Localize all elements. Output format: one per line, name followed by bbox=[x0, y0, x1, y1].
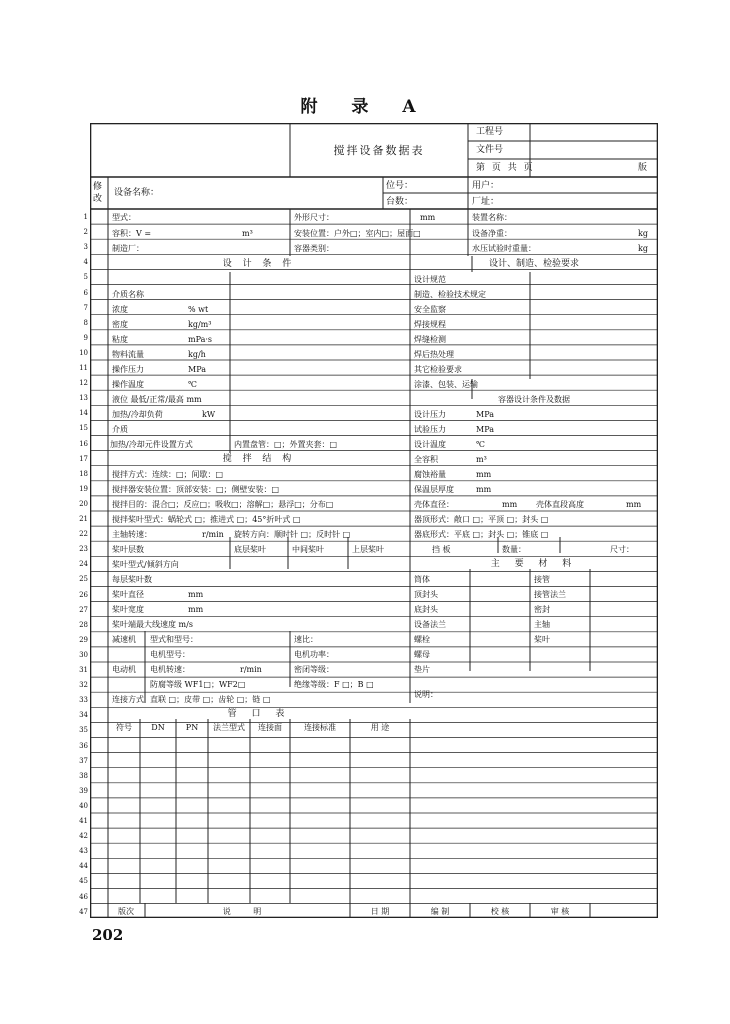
label-shell-diameter: 壳体直径： bbox=[414, 500, 454, 509]
label-motor-model: 电机型号： bbox=[150, 650, 190, 659]
label-shell-height: 壳体直段高度 bbox=[536, 500, 584, 509]
option-top-type: 器顶形式：敞口 □；平顶 □；封头 □ bbox=[414, 515, 549, 524]
row-number: 33 bbox=[79, 696, 88, 705]
label-motor-speed: 电机转速： bbox=[150, 665, 190, 674]
row-number: 39 bbox=[79, 786, 88, 795]
row-number: 16 bbox=[79, 439, 88, 448]
row-number: 15 bbox=[79, 424, 88, 433]
unit-shell-diameter: mm bbox=[502, 500, 518, 509]
label-enclosure: 密闭等级： bbox=[294, 665, 334, 674]
label-medium: 介质 bbox=[112, 425, 128, 434]
row-number: 46 bbox=[79, 892, 88, 901]
row-number: 11 bbox=[79, 364, 88, 372]
label-viscosity: 粘度 bbox=[112, 335, 128, 344]
unit-heat-load: kW bbox=[202, 410, 216, 419]
label-blade-layers: 桨叶层数 bbox=[112, 545, 144, 554]
label-test-pressure: 试验压力 bbox=[414, 425, 446, 434]
label-op-pressure: 操作压力 bbox=[112, 365, 144, 374]
label-corrosion: 腐蚀裕量 bbox=[414, 470, 446, 479]
col-prepared: 编 制 bbox=[430, 907, 450, 916]
field-test-weight-unit: kg bbox=[638, 244, 648, 253]
option-impeller-type: 搅拌桨叶型式：蜗轮式 □；推进式 □；45°折叶式 □ bbox=[112, 515, 301, 524]
mat-seal: 密封 bbox=[534, 605, 550, 614]
mat-nut: 螺母 bbox=[414, 650, 430, 659]
field-manufacturer: 制造厂： bbox=[112, 244, 144, 253]
option-coil-jacket: 内置盘管：□；外置夹套：□ bbox=[234, 440, 338, 449]
col-approved: 审 核 bbox=[550, 907, 570, 916]
page-title: 附 录 A bbox=[300, 97, 430, 117]
row-number: 37 bbox=[79, 756, 88, 765]
mat-top-head: 顶封头 bbox=[414, 590, 438, 599]
section-agitator-structure: 搅 拌 结 构 bbox=[222, 454, 296, 464]
row-number: 45 bbox=[79, 877, 88, 886]
option-insulation-class: 绝缘等级：F □；B □ bbox=[294, 680, 374, 689]
mat-nozzle: 接管 bbox=[534, 575, 550, 584]
mat-equipment-flange: 设备法兰 bbox=[414, 620, 446, 629]
label-medium-name: 介质名称 bbox=[112, 290, 144, 299]
label-weld-inspection: 焊缝检测 bbox=[414, 335, 446, 344]
col-checked: 校 核 bbox=[490, 907, 510, 916]
row-number: 42 bbox=[79, 832, 88, 841]
row-number: 17 bbox=[79, 454, 88, 463]
row-number: 19 bbox=[79, 484, 88, 493]
page-of-label: 第 页 共 页 bbox=[476, 163, 535, 173]
unit-full-volume: m³ bbox=[476, 455, 487, 464]
label-motor-power: 电机功率： bbox=[294, 650, 334, 659]
mat-bottom-head: 底封头 bbox=[414, 605, 438, 614]
row-number: 36 bbox=[79, 741, 88, 750]
row-number: 32 bbox=[79, 681, 88, 690]
label-blade-width: 桨叶宽度 bbox=[112, 605, 144, 614]
col-date: 日 期 bbox=[370, 907, 390, 916]
row-number: 24 bbox=[79, 560, 88, 569]
col-symbol: 符号 bbox=[116, 723, 132, 732]
option-agitation-mode: 搅拌方式：连续：□；间歇：□ bbox=[112, 470, 224, 479]
section-manufacture-requirements: 设计、制造、检验要求 bbox=[488, 259, 580, 269]
label-reducer-model: 型式和型号： bbox=[150, 635, 198, 644]
equipment-data-sheet bbox=[79, 123, 658, 918]
quantity-label: 台数： bbox=[386, 197, 414, 207]
label-motor: 电动机 bbox=[112, 665, 136, 674]
field-net-weight: 设备净重： bbox=[472, 229, 512, 238]
label-ratio: 速比： bbox=[294, 635, 318, 644]
unit-test-pressure: MPa bbox=[476, 425, 494, 434]
label-heat-load: 加热/冷却负荷 bbox=[112, 410, 163, 419]
field-dimensions-unit: mm bbox=[420, 213, 436, 222]
row-number: 35 bbox=[79, 726, 88, 735]
unit-blade-diameter: mm bbox=[188, 590, 204, 599]
label-baffle-size: 尺寸： bbox=[610, 545, 634, 554]
row-number: 28 bbox=[79, 620, 88, 629]
section-design-conditions: 设 计 条 件 bbox=[222, 259, 296, 269]
label-design-temp: 设计温度 bbox=[414, 440, 446, 449]
label-blade-diameter: 桨叶直径 bbox=[112, 590, 144, 599]
row-number: 6 bbox=[83, 288, 88, 297]
label-painting: 涂漆、包装、运输 bbox=[414, 380, 478, 389]
col-flange-type: 法兰型式 bbox=[213, 723, 245, 732]
page-number: 202 bbox=[92, 926, 124, 944]
col-revision: 版次 bbox=[118, 907, 134, 916]
field-dimensions: 外形尺寸： bbox=[294, 213, 334, 222]
unit-design-pressure: MPa bbox=[476, 410, 494, 419]
row-number: 3 bbox=[83, 243, 88, 252]
document-no-label: 文件号 bbox=[476, 145, 504, 155]
mat-blade: 桨叶 bbox=[534, 635, 550, 644]
row-number: 12 bbox=[79, 379, 88, 388]
row-number: 8 bbox=[83, 318, 88, 327]
row-number: 14 bbox=[79, 409, 88, 418]
section-nozzle-table: 管 口 表 bbox=[227, 709, 291, 719]
row-number: 13 bbox=[79, 394, 88, 403]
label-density: 密度 bbox=[112, 320, 128, 329]
mat-shell: 筒体 bbox=[414, 575, 430, 584]
row-number: 7 bbox=[83, 303, 88, 312]
field-install-location: 安装位置：户外□；室内□；屋面□ bbox=[294, 229, 421, 238]
table-title: 搅拌设备数据表 bbox=[333, 144, 425, 157]
unit-op-temperature: ℃ bbox=[188, 380, 197, 389]
option-connection: 直联 □；皮带 □；齿轮 □；链 □ bbox=[150, 695, 271, 704]
option-corrosion-grade: 防腐等级 WF1□；WF2□ bbox=[150, 680, 246, 689]
row-number: 20 bbox=[79, 499, 88, 508]
label-safety: 安全监察 bbox=[414, 305, 446, 314]
field-net-weight-unit: kg bbox=[638, 229, 648, 238]
unit-op-pressure: MPa bbox=[188, 365, 206, 374]
row-number: 30 bbox=[79, 650, 88, 659]
row-number: 2 bbox=[83, 228, 88, 237]
label-connection: 连接方式 bbox=[112, 695, 144, 704]
unit-shaft-speed: r/min bbox=[202, 530, 224, 539]
revision-label: 修改 bbox=[93, 182, 103, 204]
col-dn: DN bbox=[151, 723, 165, 732]
label-concentration: 浓度 bbox=[112, 305, 128, 314]
row-number: 25 bbox=[79, 575, 88, 584]
field-plant-name: 装置名称： bbox=[472, 213, 512, 222]
unit-insulation: mm bbox=[476, 485, 492, 494]
row-number: 1 bbox=[83, 213, 88, 221]
label-heating-element: 加热/冷却元件设置方式 bbox=[110, 440, 193, 449]
equipment-name-label: 设备名称： bbox=[114, 188, 160, 198]
field-vessel-category: 容器类别： bbox=[294, 244, 334, 253]
row-number: 9 bbox=[83, 333, 88, 342]
label-liquid-level: 液位 最低/正常/最高 mm bbox=[112, 395, 202, 404]
section-materials: 主 要 材 料 bbox=[490, 559, 578, 569]
row-number: 18 bbox=[79, 469, 88, 478]
label-blade-form: 桨叶型式/倾斜方向 bbox=[112, 560, 179, 569]
option-mount-position: 搅拌器安装位置：顶部安装：□；侧壁安装：□ bbox=[112, 485, 280, 494]
label-design-pressure: 设计压力 bbox=[414, 410, 446, 419]
label-full-volume: 全容积 bbox=[414, 455, 438, 464]
row-number: 29 bbox=[79, 635, 88, 644]
mat-bolt: 螺栓 bbox=[414, 635, 430, 644]
row-number: 10 bbox=[79, 348, 88, 357]
option-bottom-type: 器底形式：平底 □；封头 □；锥底 □ bbox=[414, 530, 549, 539]
row-number: 27 bbox=[79, 605, 88, 614]
mat-nozzle-flange: 接管法兰 bbox=[534, 590, 566, 599]
row-number: 31 bbox=[79, 666, 88, 674]
unit-blade-width: mm bbox=[188, 605, 204, 614]
label-welding-code: 焊接规程 bbox=[414, 320, 446, 329]
row-number: 44 bbox=[79, 862, 88, 871]
position-no-label: 位号： bbox=[386, 181, 414, 191]
col-bottom-blade: 底层桨叶 bbox=[234, 545, 266, 554]
col-description: 说 明 bbox=[222, 907, 272, 916]
unit-density: kg/m³ bbox=[188, 320, 212, 329]
label-baffle: 挡 板 bbox=[432, 545, 451, 554]
col-facing: 连接面 bbox=[258, 723, 282, 732]
label-baffle-qty: 数量： bbox=[502, 545, 526, 554]
field-volume: 容积：V = bbox=[112, 229, 152, 238]
mat-gasket: 垫片 bbox=[414, 665, 430, 674]
plant-label: 厂址： bbox=[472, 197, 500, 207]
col-pn: PN bbox=[185, 723, 199, 732]
row-number: 47 bbox=[79, 907, 88, 916]
mat-shaft: 主轴 bbox=[534, 620, 550, 629]
field-type: 型式： bbox=[112, 213, 136, 222]
col-purpose: 用 途 bbox=[370, 723, 390, 732]
user-label: 用户： bbox=[472, 181, 500, 191]
label-flow-rate: 物料流量 bbox=[112, 350, 144, 359]
row-number: 41 bbox=[79, 817, 88, 825]
label-design-code: 设计规范 bbox=[414, 275, 446, 284]
label-insulation: 保温层厚度 bbox=[414, 485, 454, 494]
option-rotation: 旋转方向：顺时针 □；反时针 □ bbox=[234, 530, 351, 539]
field-volume-unit: m³ bbox=[242, 229, 253, 238]
field-test-weight: 水压试验时重量： bbox=[472, 244, 536, 253]
row-number: 40 bbox=[79, 801, 88, 810]
row-number: 26 bbox=[79, 590, 88, 599]
unit-motor-speed: r/min bbox=[240, 665, 262, 674]
label-pwht: 焊后热处理 bbox=[414, 350, 454, 359]
label-reducer: 减速机 bbox=[112, 635, 136, 644]
label-tip-speed: 桨叶端最大线速度 m/s bbox=[112, 620, 193, 629]
unit-shell-height: mm bbox=[626, 500, 642, 509]
unit-viscosity: mPa·s bbox=[188, 335, 213, 344]
row-number: 21 bbox=[79, 515, 88, 523]
row-number: 34 bbox=[79, 711, 88, 720]
unit-flow-rate: kg/h bbox=[188, 350, 206, 359]
project-no-label: 工程号 bbox=[476, 127, 504, 137]
row-number: 23 bbox=[79, 545, 88, 554]
col-middle-blade: 中间桨叶 bbox=[292, 545, 324, 554]
label-op-temperature: 操作温度 bbox=[112, 380, 144, 389]
label-notes: 说明： bbox=[414, 690, 438, 699]
col-top-blade: 上层桨叶 bbox=[352, 545, 384, 554]
label-blades-per-layer: 每层桨叶数 bbox=[112, 575, 152, 584]
row-number: 43 bbox=[79, 847, 88, 856]
row-number: 22 bbox=[79, 530, 88, 539]
unit-concentration: % wt bbox=[188, 305, 209, 314]
option-purpose: 搅拌目的：混合□；反应□；吸收□；溶解□；悬浮□；分布□ bbox=[112, 500, 334, 509]
label-tech-spec: 制造、检验技术规定 bbox=[414, 290, 486, 299]
section-vessel-design: 容器设计条件及数据 bbox=[498, 395, 570, 404]
row-number: 5 bbox=[83, 273, 88, 282]
label-other-inspection: 其它检验要求 bbox=[414, 365, 462, 374]
col-standard: 连接标准 bbox=[304, 723, 336, 732]
label-shaft-speed: 主轴转速： bbox=[112, 530, 152, 539]
unit-design-temp: ℃ bbox=[476, 440, 485, 449]
row-number: 38 bbox=[79, 771, 88, 780]
row-number: 4 bbox=[83, 258, 88, 267]
version-label: 版 bbox=[638, 163, 648, 173]
unit-corrosion: mm bbox=[476, 470, 492, 479]
